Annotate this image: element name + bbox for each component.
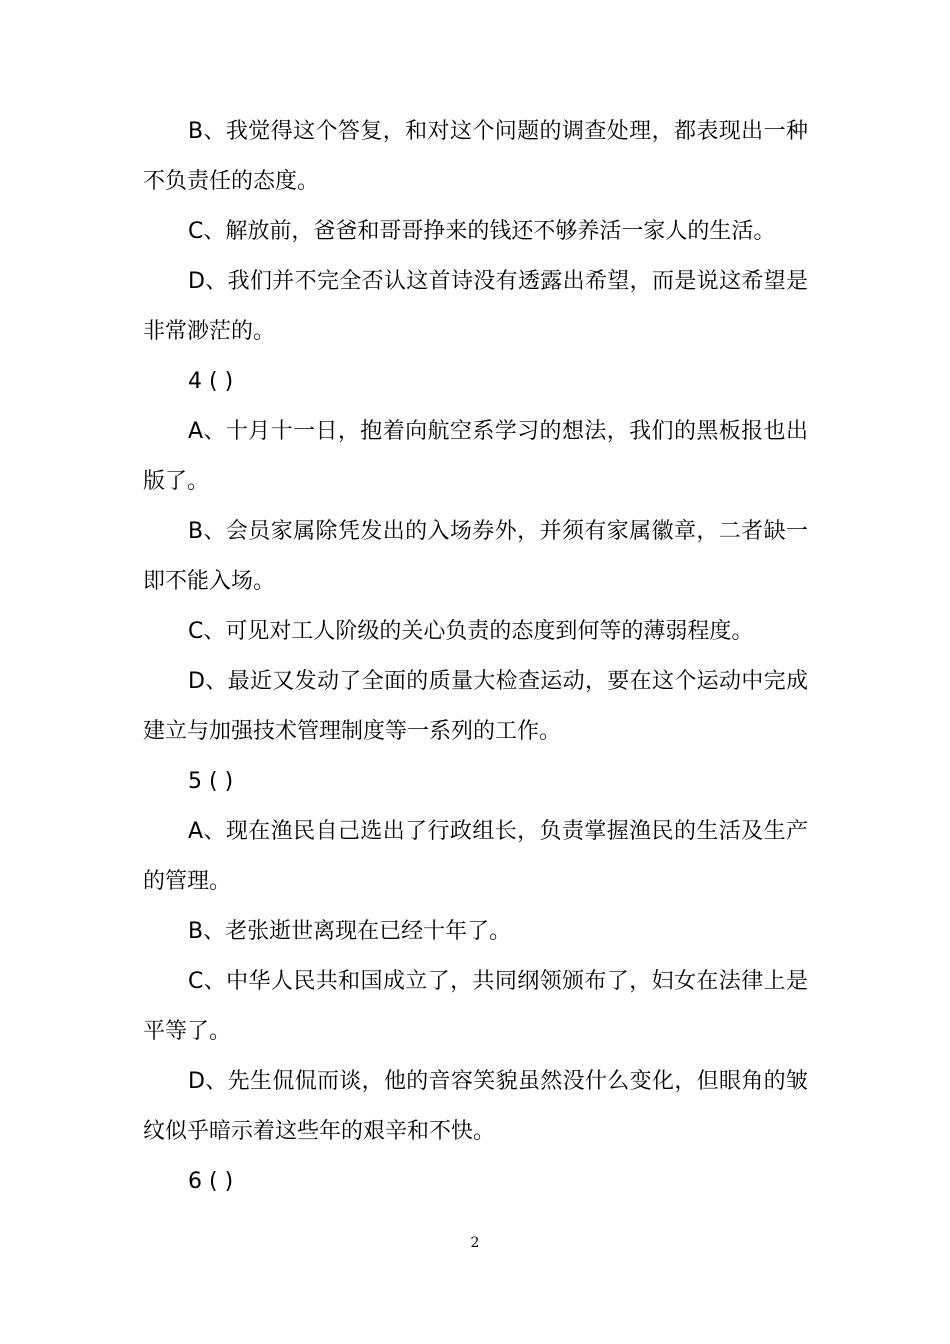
question-4-option-d: D、最近又发动了全面的质量大检查运动，要在这个运动中完成建立与加强技术管理制度等一系列的工作。	[143, 669, 808, 744]
question-6-label: 6 ( )	[188, 1169, 234, 1194]
question-4-option-b: B、会员家属除凭发出的入场券外，并须有家属徽章，二者缺一即不能入场。	[143, 519, 808, 594]
option-b-paragraph: B、我觉得这个答复，和对这个问题的调查处理，都表现出一种不负责任的态度。	[143, 119, 808, 194]
option-c-paragraph: C、解放前，爸爸和哥哥挣来的钱还不够养活一家人的生活。	[188, 219, 776, 244]
question-5-option-d: D、先生侃侃而谈，他的音容笑貌虽然没什么变化，但眼角的皱纹似乎暗示着这些年的艰辛和不快。	[143, 1069, 808, 1144]
question-5-label: 5 ( )	[188, 769, 234, 794]
question-4-option-a: A、十月十一日，抱着向航空系学习的想法，我们的黑板报也出版了。	[143, 419, 808, 494]
question-4-option-c: C、可见对工人阶级的关心负责的态度到何等的薄弱程度。	[188, 619, 754, 644]
question-4-label: 4 ( )	[188, 369, 234, 394]
question-5-option-b: B、老张逝世离现在已经十年了。	[188, 919, 512, 944]
option-d-paragraph: D、我们并不完全否认这首诗没有透露出希望，而是说这希望是非常渺茫的。	[143, 269, 808, 344]
page-body	[143, 107, 808, 1207]
question-5-option-c: C、中华人民共和国成立了，共同纲领颁布了，妇女在法律上是平等了。	[143, 969, 808, 1044]
page-number: 2	[470, 1235, 480, 1251]
question-5-option-a: A、现在渔民自己选出了行政组长，负责掌握渔民的生活及生产的管理。	[143, 819, 808, 894]
